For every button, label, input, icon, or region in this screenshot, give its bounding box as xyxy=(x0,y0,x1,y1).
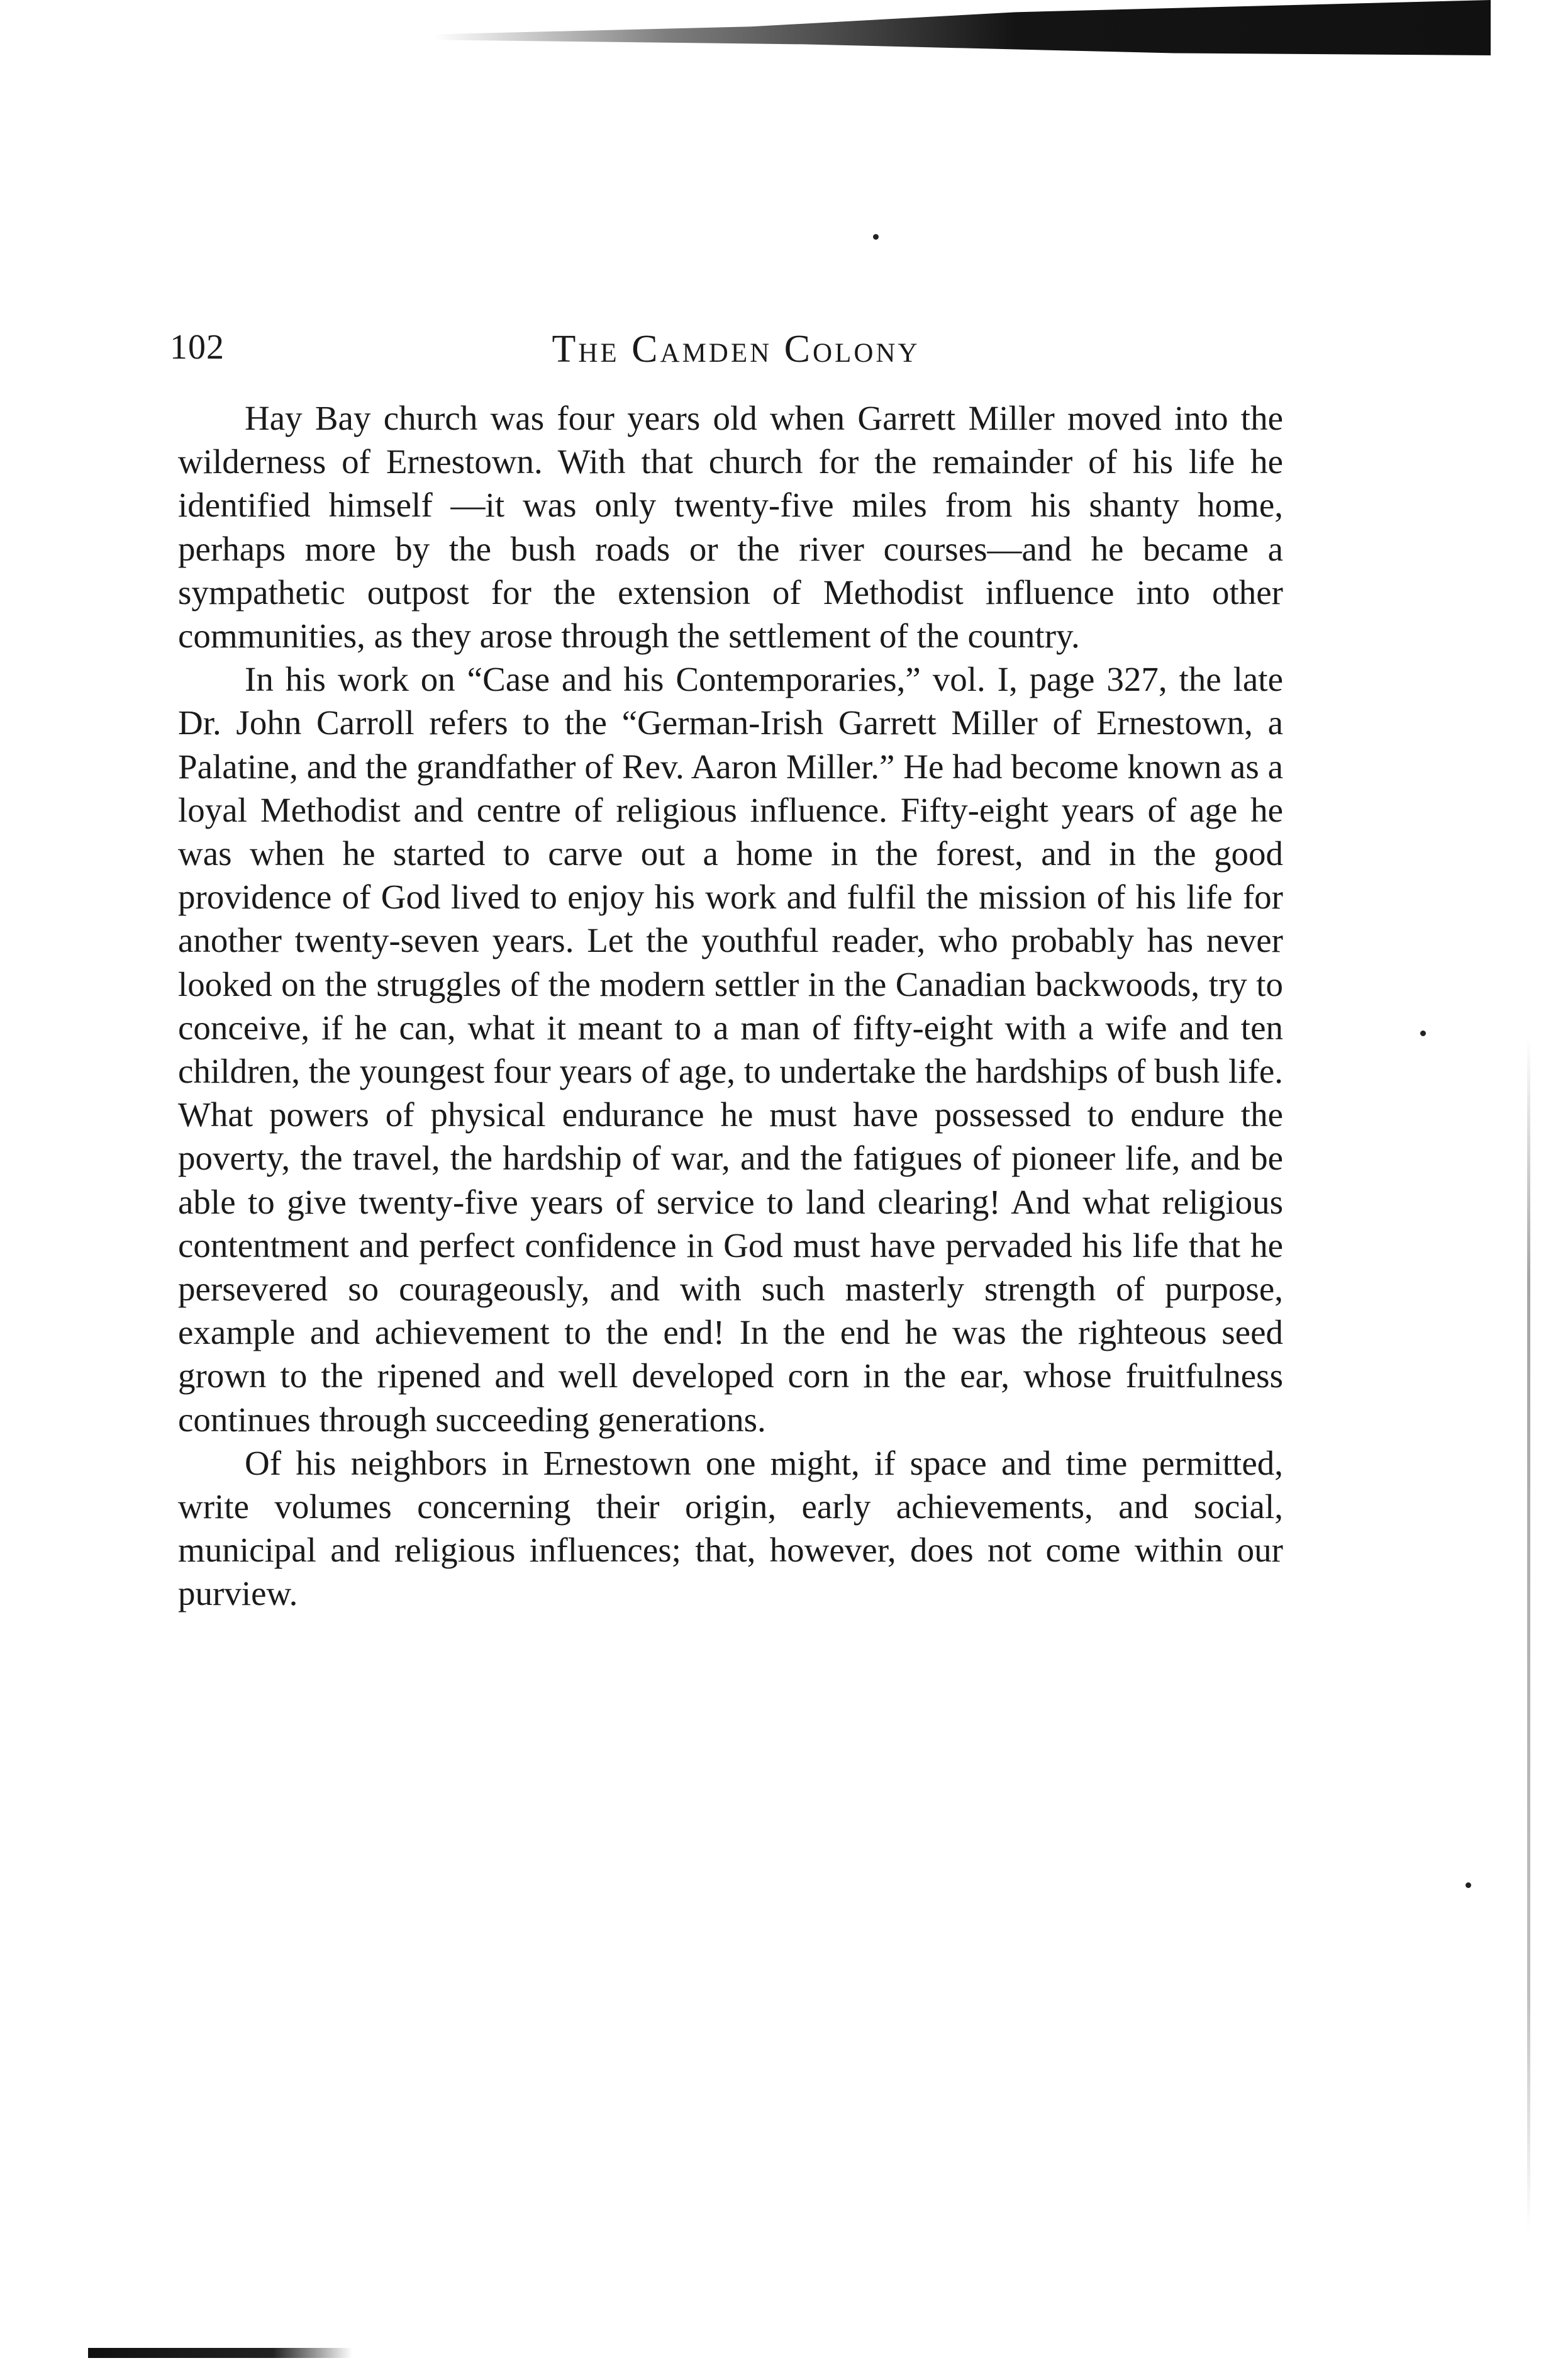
page-header xyxy=(170,327,1302,384)
body-text xyxy=(178,396,1283,1616)
paragraph: In his work on “Case and his Contemporaries,” vol. I, page 327, the late Dr. John Carroll refers to the “German-Irish Garrett Miller of Ernestown, a Palatine, and the grandfather of Rev. Aaron Miller.” He had become known as a loyal Methodist and centre of religious influence. Fifty-eight years of age he was when he started to carve out a home in the forest, and in the good providence of God lived to enjoy his work and fulfil the mission of his life for another twenty-seven years. Let the youthful reader, who probably has never looked on the struggles of the modern settler in the Canadian backwoods, try to conceive, if he can, what it meant to a man of fifty-eight with a wife and ten children, the youngest four years of age, to undertake the hardships of bush life. What powers of physical endurance he must have possessed to endure the poverty, the travel, the hardship of war, and the fatigues of pioneer life, and be able to give twenty-five years of service to land clearing! And what religious contentment and perfect confidence in God must have pervaded his life that he persevered so courageously, and with such masterly strength of purpose, example and achievement to the end! In the end he was the righteous seed grown to the ripened and well developed corn in the ear, whose fruitfulness continues through succeeding generations. xyxy=(178,660,1283,1439)
scan-speck xyxy=(873,234,879,240)
paragraph: Of his neighbors in Ernestown one might, if space and time permitted, write volumes concerning their origin, early achievements, and social, municipal and religious influences; that, however, does not come within our purview. xyxy=(178,1443,1283,1613)
page-number: 102 xyxy=(170,328,225,367)
paragraph: Hay Bay church was four years old when Garrett Miller moved into the wilderness of Ernestown. With that church for the remainder of his life he identified himself —it was only twenty-five miles from his shanty home, perhaps more by the bush roads or the river courses—and he became a sympathetic outpost for the extension of Methodist influence into other communities, as they arose through the settlement of the country. xyxy=(178,399,1283,656)
scan-edge-top xyxy=(434,0,1491,55)
scan-edge-bottom xyxy=(88,2348,352,2358)
running-head: The Camden Colony xyxy=(552,328,920,371)
scan-speck xyxy=(1420,1031,1426,1036)
scan-speck xyxy=(1466,1882,1471,1888)
scan-margin-shadow xyxy=(1527,1038,1530,2233)
